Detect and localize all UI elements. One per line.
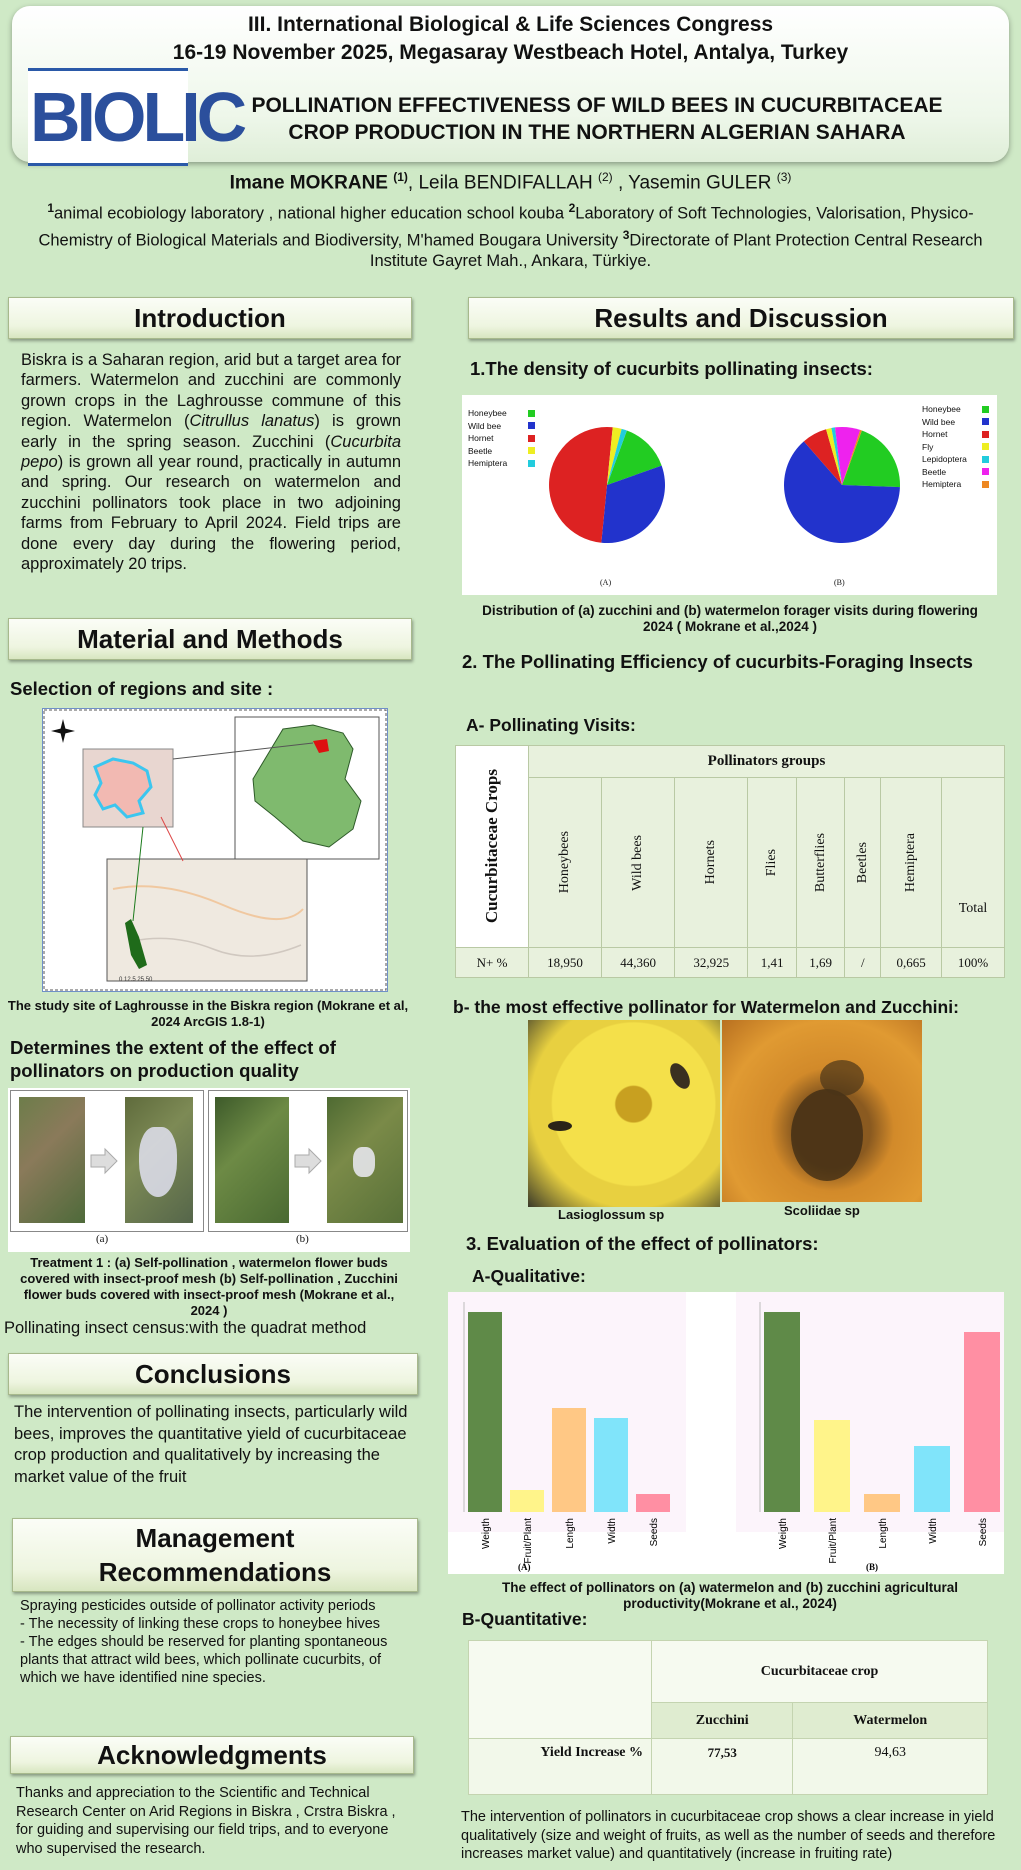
legend-item: [922, 466, 989, 479]
bar-weigth: [764, 1312, 800, 1512]
bar-weigth: [468, 1312, 502, 1512]
column-header: [748, 778, 797, 948]
legend-item: [468, 420, 535, 433]
legend-item: [922, 416, 989, 429]
bar-tick-label: Weigth: [481, 1518, 492, 1549]
logo-text: BIOLIC: [30, 78, 244, 156]
pie-b-label: (B): [834, 578, 845, 587]
photo-label-a: (a): [96, 1233, 109, 1245]
study-site-map: [42, 708, 388, 992]
treatment-caption: Treatment 1 : (a) Self-pollination , watermelon flower buds covered with insect-proof mesh (b) Self-pollination , Zucchini flower buds covered with insect-proof mesh (Mokrane et al., 2024 ): [20, 1255, 398, 1318]
row-header-cell: [456, 746, 529, 948]
legend-label: Hornet: [922, 429, 948, 440]
bar-tick-label: Width: [928, 1518, 939, 1544]
affiliations: [20, 198, 1001, 272]
mesh-bag: [139, 1127, 177, 1197]
legend-swatch: [982, 431, 989, 438]
acknowledgments-heading: Acknowledgments: [10, 1736, 414, 1774]
author-1: Imane MOKRANE: [229, 172, 388, 194]
methods-heading: Material and Methods: [8, 618, 412, 660]
arrow-icon: [293, 1147, 323, 1175]
scoliidae-photo: [722, 1020, 922, 1202]
introduction-text: [21, 350, 401, 574]
pollinators-table: [455, 745, 1005, 978]
legend-label: Hemiptera: [922, 479, 962, 490]
legend-item: [468, 445, 535, 458]
title-line-2: CROP PRODUCTION IN THE NORTHERN ALGERIAN SAHARA: [288, 121, 906, 144]
introduction-heading: Introduction: [8, 297, 412, 339]
mesh-bag: [353, 1147, 375, 1177]
legend-swatch: [528, 422, 535, 429]
author-1-sup: (1): [393, 170, 408, 184]
intro-part-2: ) is grown early in the spring season. Zucchini (: [21, 412, 401, 451]
map-graphic: [43, 709, 387, 991]
zucchini-plant-photo: [215, 1097, 289, 1223]
wasp-graphic: [722, 1020, 922, 1202]
pie-a-label: (A): [600, 578, 612, 587]
row-header: Cucurbitaceae Crops: [482, 769, 501, 924]
management-item: - The edges should be reserved for planting spontaneous plants that attract wild bees, which pollinate cucurbits, of which we have identified nine species.: [20, 1634, 388, 1686]
column-header-text: Butterflies: [812, 832, 828, 893]
conclusions-text: The intervention of pollinating insects, particularly wild bees, improves the quantitative yield of cucurbitaceae crop production and qualitatively by increasing the market value of the fruit: [14, 1403, 408, 1486]
column-header: [881, 778, 942, 948]
bar-tick-label: Seeds: [978, 1518, 989, 1547]
legend-item: [468, 457, 535, 470]
census-text: Pollinating insect census:with the quadrat method: [4, 1319, 367, 1337]
intro-species-2: Cucurbita pepo: [21, 432, 401, 472]
bar-panel-label: (B): [866, 1562, 878, 1572]
density-title: 1.The density of cucurbits pollinating insects:: [470, 358, 873, 379]
row-label: N+ %: [456, 948, 529, 978]
table-cell: 0,665: [881, 948, 942, 978]
total-header: Total: [942, 778, 1005, 948]
intro-species-1: Citrullus lanatus: [189, 412, 315, 431]
photo-label-b: (b): [296, 1233, 309, 1245]
column-header: [845, 778, 881, 948]
legend-swatch: [528, 435, 535, 442]
bar-tick-label: Weigth: [778, 1518, 789, 1549]
column-header-text: Honeybees: [557, 831, 573, 894]
arrow-icon: [89, 1147, 119, 1175]
table-cell: /: [845, 948, 881, 978]
congress-name: III. International Biological & Life Sciences Congress: [247, 13, 774, 36]
intro-part-3: ) is grown all year round, practically in autumn and spring. Our research on watermelon and zucchini pollinators took place in two adjoining farms from February to April 2024. Field trips are done every day during the flowering period, approximately 20 trips.: [21, 453, 401, 574]
authors: [0, 170, 1021, 194]
effective-pollinator-title: b- the most effective pollinator for Watermelon and Zucchini:: [453, 997, 959, 1017]
author-3-sup: (3): [776, 170, 792, 184]
bar-tick-label: Length: [878, 1518, 889, 1549]
intro-part-1: Biskra is a Saharan region, arid but a target area for farmers. Watermelon and zucchini are commonly grown crops in the Laghrousse commune of this region. Watermelon (: [21, 351, 401, 431]
bar-tick-label: Length: [565, 1518, 576, 1549]
management-item: Spraying pesticides outside of pollinator activity periods: [20, 1598, 376, 1614]
column-header-row: [456, 778, 1005, 948]
congress-logo: [28, 68, 244, 166]
management-list: [20, 1597, 420, 1687]
legend-swatch: [528, 460, 535, 467]
farm-inset: [107, 859, 307, 981]
legend-label: Wild bee: [468, 420, 502, 431]
legend-label: Hornet: [468, 433, 494, 444]
selection-title: Selection of regions and site :: [10, 678, 274, 699]
legend-swatch: [982, 468, 989, 475]
map-caption: The study site of Laghrousse in the Biskra region (Mokrane et al, 2024 ArcGIS 1.8-1): [7, 998, 409, 1029]
affil-1: animal ecobiology laboratory , national higher education school kouba: [54, 204, 565, 223]
congress-dates: 16-19 November 2025, Megasaray Westbeach Hotel, Antalya, Turkey: [172, 41, 849, 64]
bar-width: [914, 1446, 950, 1512]
legend-label: Lepidoptera: [922, 454, 967, 465]
column-header-text: Beetles: [854, 841, 870, 884]
evaluation-title: 3. Evaluation of the effect of pollinators:: [466, 1233, 819, 1254]
algeria-inset: [235, 717, 379, 859]
affil-3-sup: 3: [622, 227, 630, 242]
column-header: [796, 778, 845, 948]
legend-item: [922, 441, 989, 454]
legend-item: [922, 428, 989, 441]
bar-tick-label: Seeds: [649, 1518, 660, 1547]
zucchini-mesh-photo: [327, 1097, 403, 1223]
legend-label: Honeybee: [922, 404, 961, 415]
watermelon-mesh-photo: [125, 1097, 193, 1223]
quantitative-title: B-Quantitative:: [462, 1609, 588, 1629]
legend-item: [468, 407, 535, 420]
qualitative-title: A-Qualitative:: [472, 1266, 586, 1286]
lasioglossum-label: Lasioglossum sp: [558, 1207, 665, 1222]
bar-seeds: [636, 1494, 670, 1512]
total-cell: 100%: [942, 948, 1005, 978]
bar-length: [552, 1408, 586, 1512]
scoliidae-label: Scoliidae sp: [784, 1203, 860, 1218]
bar-charts: [448, 1292, 1004, 1574]
empty-cell: [469, 1641, 652, 1739]
legend-a: [468, 407, 535, 470]
bar-panel-label: (A): [518, 1562, 531, 1572]
title-line-1: POLLINATION EFFECTIVENESS OF WILD BEES IN CUCURBITACEAE: [251, 94, 943, 117]
legend-swatch: [982, 406, 989, 413]
pie-chart-a: [547, 425, 667, 545]
watermelon-plant-photo: [19, 1097, 85, 1223]
column-header-text: Hemiptera: [903, 832, 919, 893]
bee-on-flower-graphic: [528, 1020, 720, 1207]
legend-label: Honeybee: [468, 408, 507, 419]
legend-swatch: [982, 418, 989, 425]
table-cell: 32,925: [675, 948, 748, 978]
crop-header: Cucurbitaceae crop: [652, 1641, 988, 1703]
column-header: [602, 778, 675, 948]
effect-title: Determines the extent of the effect of pollinators on production quality: [10, 1037, 336, 1081]
bar-tick-label: Width: [607, 1518, 618, 1544]
legend-swatch: [528, 410, 535, 417]
bar-fruit-plant: [510, 1490, 544, 1512]
management-item: - The necessity of linking these crops to honeybee hives: [20, 1616, 381, 1632]
management-heading-line1: Management: [135, 1523, 295, 1553]
bar-caption: The effect of pollinators on (a) watermelon and (b) zucchini agricultural productivity(Mokrane et al., 2024): [501, 1580, 959, 1611]
lasioglossum-photo: [528, 1020, 720, 1207]
legend-label: Wild bee: [922, 416, 956, 427]
pie-caption: Distribution of (a) zucchini and (b) watermelon forager visits during flowering 2024 ( Mokrane et al.,2024 ): [482, 603, 978, 634]
region-inset: [83, 749, 173, 827]
poster-title: [192, 92, 1002, 146]
bar-seeds: [964, 1332, 1000, 1512]
map-scale-bar: 0 12.5 25 50: [119, 977, 153, 983]
watermelon-header: Watermelon: [793, 1703, 988, 1739]
zucchini-yield: 77,53: [652, 1739, 793, 1795]
photo-panel-b: [208, 1090, 408, 1232]
legend-item: [468, 432, 535, 445]
legend-swatch: [528, 447, 535, 454]
photo-panel-a: [10, 1090, 204, 1232]
affil-1-sup: 1: [47, 201, 54, 215]
results-heading: Results and Discussion: [468, 297, 1014, 339]
legend-swatch: [982, 481, 989, 488]
legend-label: Beetle: [922, 466, 947, 477]
legend-swatch: [982, 456, 989, 463]
column-header-text: Flies: [764, 848, 780, 877]
final-text: The intervention of pollinators in cucurbitaceae crop shows a clear increase in yield qualitatively (size and weight of fruits, as well as the number of seeds and therefore increases market value) and quantitatively (increase in fruiting rate): [461, 1809, 996, 1862]
management-heading-line2: Recommendations: [98, 1557, 332, 1587]
affil-2-sup: 2: [568, 201, 576, 215]
table-cell: 1,41: [748, 948, 797, 978]
column-header: [675, 778, 748, 948]
author-3: , Yasemin GULER: [612, 172, 772, 194]
legend-item: [922, 453, 989, 466]
bar-tick-label: Fruit/Plant: [828, 1518, 839, 1564]
table-cell: 18,950: [529, 948, 602, 978]
legend-b: [922, 403, 989, 491]
zucchini-header: Zucchini: [652, 1703, 793, 1739]
legend-label: Fly: [922, 441, 934, 452]
bar-width: [594, 1418, 628, 1512]
table-cell: 44,360: [602, 948, 675, 978]
pie-charts-card: [462, 395, 997, 595]
yield-table: [468, 1640, 988, 1795]
column-header-text: Wild bees: [630, 834, 646, 891]
legend-item: [922, 478, 989, 491]
bar-tick-label: Fruit/Plant: [523, 1518, 534, 1564]
legend-item: [922, 403, 989, 416]
affil-2: Laboratory of Soft Technologies, Valorisation, Physico-Chemistry of Biological Materials and Biodiversity, M'hamed Bougara University: [38, 204, 974, 249]
column-header-text: Hornets: [703, 840, 719, 885]
yield-label: Yield Increase %: [469, 1739, 652, 1795]
legend-label: Hemiptera: [468, 458, 508, 469]
management-heading: [12, 1518, 418, 1592]
table-cell: 1,69: [796, 948, 845, 978]
legend-swatch: [982, 443, 989, 450]
values-row: [456, 948, 1005, 978]
watermelon-yield: 94,63: [793, 1739, 988, 1795]
pollinating-visits-title: A- Pollinating Visits:: [466, 715, 636, 735]
group-header: Pollinators groups: [529, 746, 1005, 778]
efficiency-title: 2. The Pollinating Efficiency of cucurbits-Foraging Insects: [462, 651, 973, 672]
pie-chart-b: [782, 425, 902, 545]
conclusions-heading: Conclusions: [8, 1353, 418, 1395]
affil-3: Directorate of Plant Protection Central Research Institute Gayret Mah., Ankara, Türkiye.: [369, 231, 983, 270]
bar-length: [864, 1494, 900, 1512]
author-2: , Leila BENDIFALLAH: [407, 172, 593, 194]
north-arrow-icon: [51, 719, 75, 743]
legend-label: Beetle: [468, 445, 493, 456]
treatment-photos: [8, 1088, 410, 1252]
bar-fruit-plant: [814, 1420, 850, 1512]
acknowledgments-text: Thanks and appreciation to the Scientific and Technical Research Center on Arid Regions in Biskra , Crstra Biskra , for guiding and supervising our field trips, and to everyone who supervised the research.: [16, 1785, 396, 1857]
author-2-sup: (2): [598, 170, 613, 184]
column-header: [529, 778, 602, 948]
bar-charts-card: [448, 1292, 1004, 1574]
